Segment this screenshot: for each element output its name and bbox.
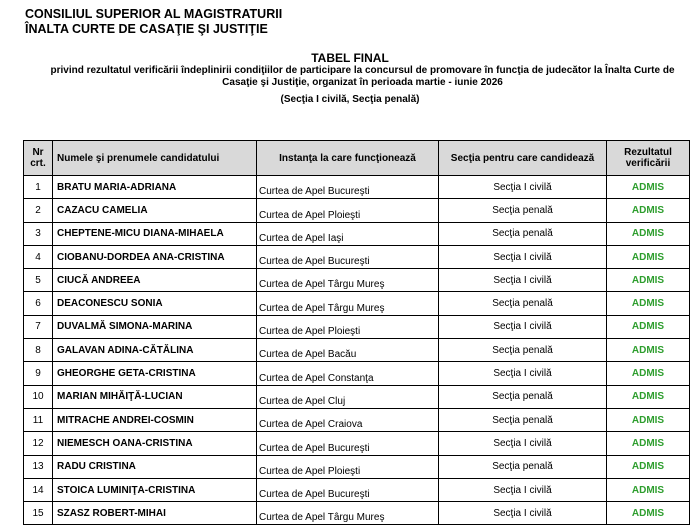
cell-section: Secţia I civilă bbox=[439, 315, 607, 338]
document-title: TABEL FINAL bbox=[311, 51, 389, 65]
cell-result: ADMIS bbox=[607, 362, 690, 385]
cell-name: DUVALMĂ SIMONA-MARINA bbox=[53, 315, 257, 338]
cell-result: ADMIS bbox=[607, 245, 690, 268]
table-row bbox=[24, 478, 690, 501]
column-header-name: Numele şi prenumele candidatului bbox=[53, 141, 257, 176]
table-row bbox=[24, 432, 690, 455]
cell-name: GALAVAN ADINA-CĂTĂLINA bbox=[53, 339, 257, 362]
cell-court: Curtea de Apel Bucureşti bbox=[257, 245, 439, 268]
cell-result: ADMIS bbox=[607, 408, 690, 431]
cell-section: Secţia penală bbox=[439, 199, 607, 222]
document-subtitle: privind rezultatul verificării îndeplinirii condiţiilor de participare la concursul de promovare în funcţia de judecător la Înalta Curte de Casaţie şi Justiţie, organizat în perioada martie - iunie 2026 bbox=[50, 65, 675, 88]
column-header-court: Instanţa la care funcţionează bbox=[257, 141, 439, 176]
cell-nr: 6 bbox=[24, 292, 53, 315]
cell-name: GHEORGHE GETA-CRISTINA bbox=[53, 362, 257, 385]
cell-section: Secţia I civilă bbox=[439, 432, 607, 455]
cell-court: Curtea de Apel Ploieşti bbox=[257, 455, 439, 478]
cell-court: Curtea de Apel Craiova bbox=[257, 408, 439, 431]
cell-nr: 7 bbox=[24, 315, 53, 338]
table-row bbox=[24, 199, 690, 222]
cell-result: ADMIS bbox=[607, 455, 690, 478]
cell-nr: 8 bbox=[24, 339, 53, 362]
cell-section: Secţia I civilă bbox=[439, 478, 607, 501]
institution-header bbox=[25, 7, 282, 37]
document-sections: (Secţia I civilă, Secţia penală) bbox=[280, 94, 420, 105]
cell-result: ADMIS bbox=[607, 502, 690, 525]
cell-section: Secţia I civilă bbox=[439, 502, 607, 525]
institution-line-2: ÎNALTA CURTE DE CASAŢIE ŞI JUSTIŢIE bbox=[25, 22, 268, 36]
cell-name: CAZACU CAMELIA bbox=[53, 199, 257, 222]
table-row bbox=[24, 339, 690, 362]
cell-name: CIUCĂ ANDREEA bbox=[53, 269, 257, 292]
cell-court: Curtea de Apel Târgu Mureş bbox=[257, 269, 439, 292]
cell-nr: 13 bbox=[24, 455, 53, 478]
cell-nr: 1 bbox=[24, 176, 53, 199]
cell-court: Curtea de Apel Cluj bbox=[257, 385, 439, 408]
cell-result: ADMIS bbox=[607, 199, 690, 222]
table-row bbox=[24, 315, 690, 338]
table-row bbox=[24, 362, 690, 385]
cell-court: Curtea de Apel Ploieşti bbox=[257, 315, 439, 338]
cell-result: ADMIS bbox=[607, 478, 690, 501]
cell-result: ADMIS bbox=[607, 292, 690, 315]
cell-section: Secţia I civilă bbox=[439, 176, 607, 199]
candidates-table bbox=[23, 140, 690, 525]
cell-section: Secţia I civilă bbox=[439, 269, 607, 292]
cell-name: CIOBANU-DORDEA ANA-CRISTINA bbox=[53, 245, 257, 268]
table-row bbox=[24, 385, 690, 408]
cell-nr: 2 bbox=[24, 199, 53, 222]
institution-line-1: CONSILIUL SUPERIOR AL MAGISTRATURII bbox=[25, 7, 283, 21]
table-row bbox=[24, 222, 690, 245]
cell-section: Secţia penală bbox=[439, 339, 607, 362]
cell-section: Secţia penală bbox=[439, 408, 607, 431]
cell-name: RADU CRISTINA bbox=[53, 455, 257, 478]
cell-section: Secţia I civilă bbox=[439, 245, 607, 268]
table-row bbox=[24, 292, 690, 315]
table-row bbox=[24, 245, 690, 268]
cell-nr: 15 bbox=[24, 502, 53, 525]
table-row bbox=[24, 455, 690, 478]
cell-nr: 3 bbox=[24, 222, 53, 245]
cell-nr: 4 bbox=[24, 245, 53, 268]
cell-section: Secţia penală bbox=[439, 222, 607, 245]
cell-result: ADMIS bbox=[607, 222, 690, 245]
cell-court: Curtea de Apel Ploieşti bbox=[257, 199, 439, 222]
cell-name: MITRACHE ANDREI-COSMIN bbox=[53, 408, 257, 431]
cell-court: Curtea de Apel Constanţa bbox=[257, 362, 439, 385]
cell-name: BRATU MARIA-ADRIANA bbox=[53, 176, 257, 199]
cell-name: CHEPTENE-MICU DIANA-MIHAELA bbox=[53, 222, 257, 245]
cell-result: ADMIS bbox=[607, 339, 690, 362]
cell-court: Curtea de Apel Iaşi bbox=[257, 222, 439, 245]
cell-court: Curtea de Apel Bacău bbox=[257, 339, 439, 362]
cell-court: Curtea de Apel Bucureşti bbox=[257, 478, 439, 501]
cell-nr: 11 bbox=[24, 408, 53, 431]
cell-result: ADMIS bbox=[607, 385, 690, 408]
cell-section: Secţia I civilă bbox=[439, 362, 607, 385]
cell-court: Curtea de Apel Bucureşti bbox=[257, 176, 439, 199]
cell-section: Secţia penală bbox=[439, 455, 607, 478]
cell-court: Curtea de Apel Bucureşti bbox=[257, 432, 439, 455]
cell-court: Curtea de Apel Târgu Mureş bbox=[257, 292, 439, 315]
cell-name: DEACONESCU SONIA bbox=[53, 292, 257, 315]
cell-nr: 9 bbox=[24, 362, 53, 385]
cell-result: ADMIS bbox=[607, 176, 690, 199]
column-header-result: Rezultatul verificării bbox=[607, 141, 690, 176]
cell-nr: 12 bbox=[24, 432, 53, 455]
cell-nr: 5 bbox=[24, 269, 53, 292]
cell-court: Curtea de Apel Târgu Mureş bbox=[257, 502, 439, 525]
column-header-nr: Nr crt. bbox=[24, 141, 53, 176]
cell-name: NIEMESCH OANA-CRISTINA bbox=[53, 432, 257, 455]
table-row bbox=[24, 502, 690, 525]
table-body bbox=[24, 176, 690, 525]
table-row bbox=[24, 176, 690, 199]
cell-name: MARIAN MIHĂIŢĂ-LUCIAN bbox=[53, 385, 257, 408]
table-row bbox=[24, 408, 690, 431]
cell-nr: 10 bbox=[24, 385, 53, 408]
cell-result: ADMIS bbox=[607, 432, 690, 455]
cell-name: SZASZ ROBERT-MIHAI bbox=[53, 502, 257, 525]
cell-nr: 14 bbox=[24, 478, 53, 501]
table-row bbox=[24, 269, 690, 292]
column-header-section: Secţia pentru care candidează bbox=[439, 141, 607, 176]
table-header-row bbox=[24, 141, 690, 176]
cell-section: Secţia penală bbox=[439, 385, 607, 408]
cell-result: ADMIS bbox=[607, 315, 690, 338]
cell-section: Secţia penală bbox=[439, 292, 607, 315]
cell-name: STOICA LUMINIŢA-CRISTINA bbox=[53, 478, 257, 501]
cell-result: ADMIS bbox=[607, 269, 690, 292]
